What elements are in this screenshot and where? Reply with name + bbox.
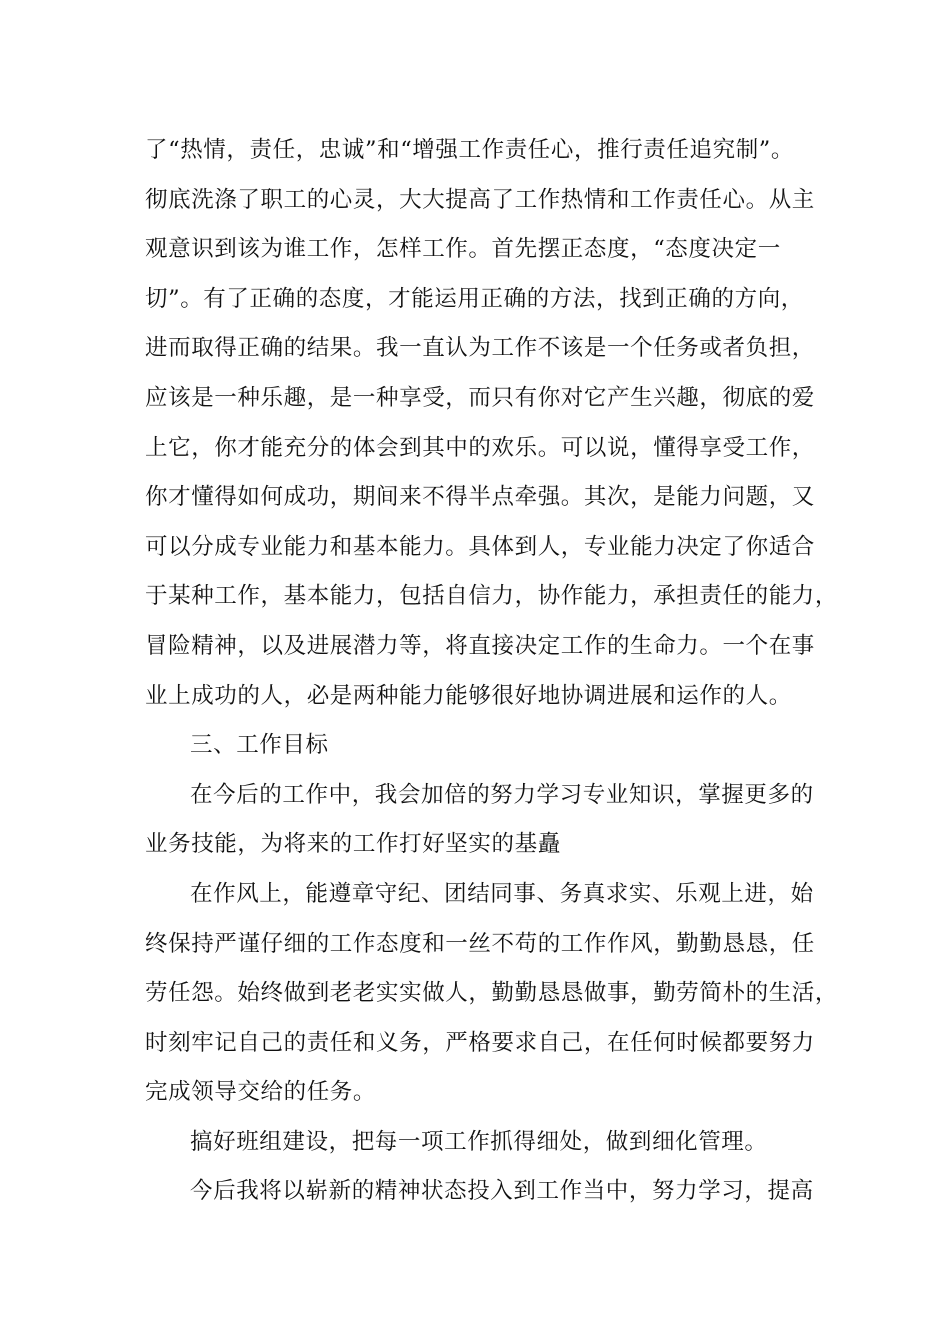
document-body bbox=[145, 126, 839, 1217]
text-line: 完成领导交给的任务。 bbox=[145, 1079, 377, 1106]
text-line: 时刻牢记自己的责任和义务，严格要求自己，在任何时候都要努力 bbox=[145, 1029, 815, 1056]
text-line: 彻底洗涤了职工的心灵，大大提高了工作热情和工作责任心。从主 bbox=[145, 186, 815, 213]
text-line: 在今后的工作中，我会加倍的努力学习专业知识，掌握更多的 bbox=[190, 781, 814, 808]
text-line: 可以分成专业能力和基本能力。具体到人，专业能力决定了你适合 bbox=[145, 533, 815, 560]
text-line: 了“热情，责任，忠诚”和“增强工作责任心，推行责任追究制”。 bbox=[145, 137, 795, 163]
text-line: 冒险精神，以及进展潜力等，将直接决定工作的生命力。一个在事 bbox=[145, 632, 815, 659]
text-line: 劳任怨。始终做到老老实实做人，勤勤恳恳做事，勤劳简朴的生活， bbox=[145, 980, 839, 1007]
text-line: 上它，你才能充分的体会到其中的欢乐。可以说，懂得享受工作， bbox=[145, 434, 815, 461]
text-line: 在作风上，能遵章守纪、团结同事、务真求实、乐观上进，始 bbox=[190, 880, 814, 907]
text-line: 你才懂得如何成功，期间来不得半点牵强。其次，是能力问题，又 bbox=[145, 484, 815, 511]
text-line: 观意识到该为谁工作，怎样工作。首先摆正态度，“态度决定一 bbox=[145, 236, 781, 263]
text-line: 今后我将以崭新的精神状态投入到工作当中，努力学习，提高 bbox=[190, 1178, 814, 1205]
text-line: 终保持严谨仔细的工作态度和一丝不苟的工作作风，勤勤恳恳，任 bbox=[145, 930, 815, 957]
text-line: 搞好班组建设，把每一项工作抓得细处，做到细化管理。 bbox=[190, 1128, 768, 1155]
text-line: 业务技能，为将来的工作打好坚实的基矗 bbox=[145, 831, 561, 858]
text-line: 应该是一种乐趣，是一种享受，而只有你对它产生兴趣，彻底的爱 bbox=[145, 384, 815, 411]
text-line: 于某种工作，基本能力，包括自信力，协作能力，承担责任的能力， bbox=[145, 583, 839, 610]
text-line: 进而取得正确的结果。我一直认为工作不该是一个任务或者负担， bbox=[145, 335, 815, 362]
text-line: 业上成功的人，必是两种能力能够很好地协调进展和运作的人。 bbox=[145, 682, 792, 709]
text-line: 切”。有了正确的态度，才能运用正确的方法，找到正确的方向， bbox=[145, 285, 804, 312]
text-line: 三、工作目标 bbox=[190, 732, 329, 759]
